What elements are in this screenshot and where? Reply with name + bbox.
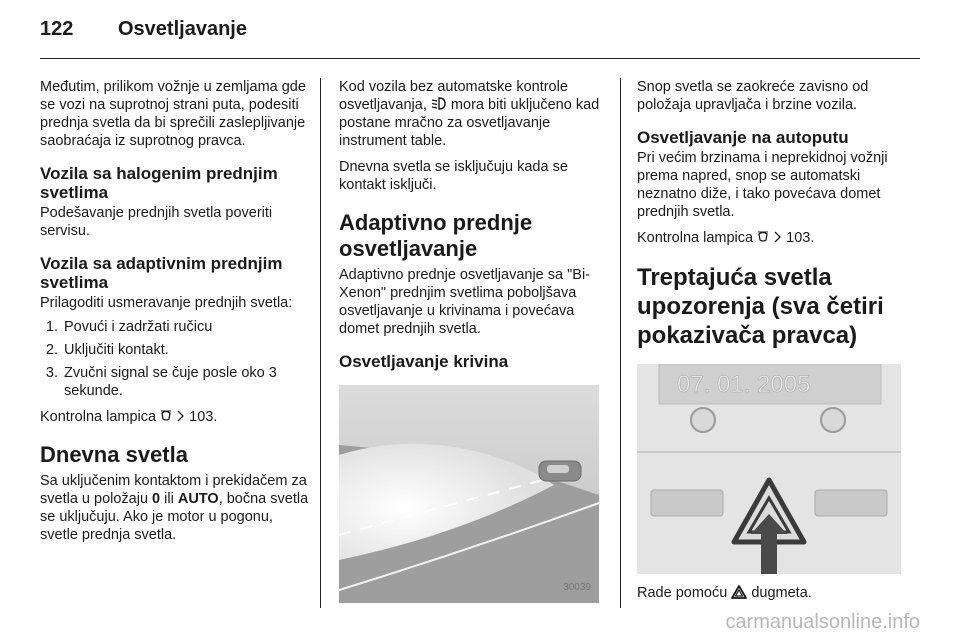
watermark: carmanualsonline.info xyxy=(725,611,920,633)
list-item: 3. Zvučni signal se čuje posle oko 3 sekunde. xyxy=(45,365,277,399)
page-ref: 103. xyxy=(189,409,218,425)
column-3 xyxy=(637,78,919,610)
column-2 xyxy=(339,78,613,603)
column-1 xyxy=(40,78,312,552)
list-item: 2. Uključiti kontakt. xyxy=(45,342,169,358)
daylight-off-paragraph: Dnevna svetla se isključuju kada se kontakt isključi. xyxy=(339,159,568,193)
position-auto: AUTO xyxy=(177,491,219,507)
headlight-lamp-icon xyxy=(757,230,773,246)
column-divider xyxy=(620,78,621,608)
column-divider xyxy=(320,78,321,608)
control-lamp-line: Kontrolna lampica 103. xyxy=(40,409,218,425)
clock-display: 07. 01. 2005 xyxy=(677,371,811,398)
no-auto-paragraph: Kod vozila bez automatske kontrole osvetljavanja, mora biti uključeno kad postane mračno za osvetljavanje instrument table. xyxy=(339,79,600,149)
curve-lighting-figure xyxy=(339,385,599,603)
intro-paragraph: Međutim, prilikom vožnje u zemljama gde se vozi na suprotnoj strani puta, podesiti prednja svetla da bi sprečili zaslepljivanje saobraćaja iz suprotnog pravca. xyxy=(40,79,306,149)
highway-heading: Osvetljavanje na autoputu xyxy=(637,128,849,147)
afl-heading: Adaptivno prednje osvetljavanje xyxy=(339,210,533,261)
hazard-button-figure xyxy=(637,364,901,574)
halogen-heading: Vozila sa halogenim prednjim svetlima xyxy=(40,164,278,202)
adjust-steps xyxy=(40,318,312,400)
page-ref-icon xyxy=(176,409,189,425)
page-title: Osvetljavanje xyxy=(118,18,247,40)
page-number: 122 xyxy=(40,18,74,40)
hazard-panel-illustration xyxy=(637,364,901,574)
list-item: 1. Povući i zadržati ručicu xyxy=(45,319,213,335)
hazard-heading: Treptajuća svetla upozorenja (sva četiri pokazivača pravca) xyxy=(637,264,884,349)
curve-road-illustration xyxy=(339,385,599,603)
headlight-lamp-icon xyxy=(160,409,176,425)
page-ref: 103. xyxy=(786,230,815,246)
curve-heading: Osvetljavanje krivina xyxy=(339,352,509,371)
halogen-paragraph: Podešavanje prednjih svetla poveriti servisu. xyxy=(40,205,273,239)
header-rule xyxy=(40,58,920,59)
adaptive-heading: Vozila sa adaptivnim prednjim svetlima xyxy=(40,254,283,292)
afl-paragraph: Adaptivno prednje osvetljavanje sa "Bi-Xenon" prednjim svetlima poboljšava osvetljavanje u krivinama i povećava domet prednjih svetla. xyxy=(339,267,590,337)
operate-paragraph: Rade pomoću dugmeta. xyxy=(637,585,812,601)
daylight-paragraph: Sa uključenim kontaktom i prekidačem za svetla u položaju 0 ili AUTO, bočna svetla se uključuju. Ako je motor u pogonu, svetle prednja svetla. xyxy=(40,473,309,543)
beam-paragraph: Snop svetla se zaokreće zavisno od položaja upravljača i brzine vozila. xyxy=(637,79,869,113)
page-ref-icon xyxy=(773,230,786,246)
page-header xyxy=(40,18,247,41)
adaptive-paragraph: Prilagoditi usmeravanje prednjih svetla: xyxy=(40,295,293,311)
control-lamp-line: Kontrolna lampica 103. xyxy=(637,230,815,246)
daylight-heading: Dnevna svetla xyxy=(40,442,188,467)
low-beam-icon xyxy=(431,97,451,113)
figure-id: 30039 xyxy=(563,582,591,593)
highway-paragraph: Pri većim brzinama i neprekidnoj vožnji prema napred, snop se automatski neznatno diže, i tako povećava domet prednjih svetla. xyxy=(637,150,888,220)
position-zero: 0 xyxy=(152,491,161,507)
hazard-warning-icon xyxy=(731,585,751,601)
